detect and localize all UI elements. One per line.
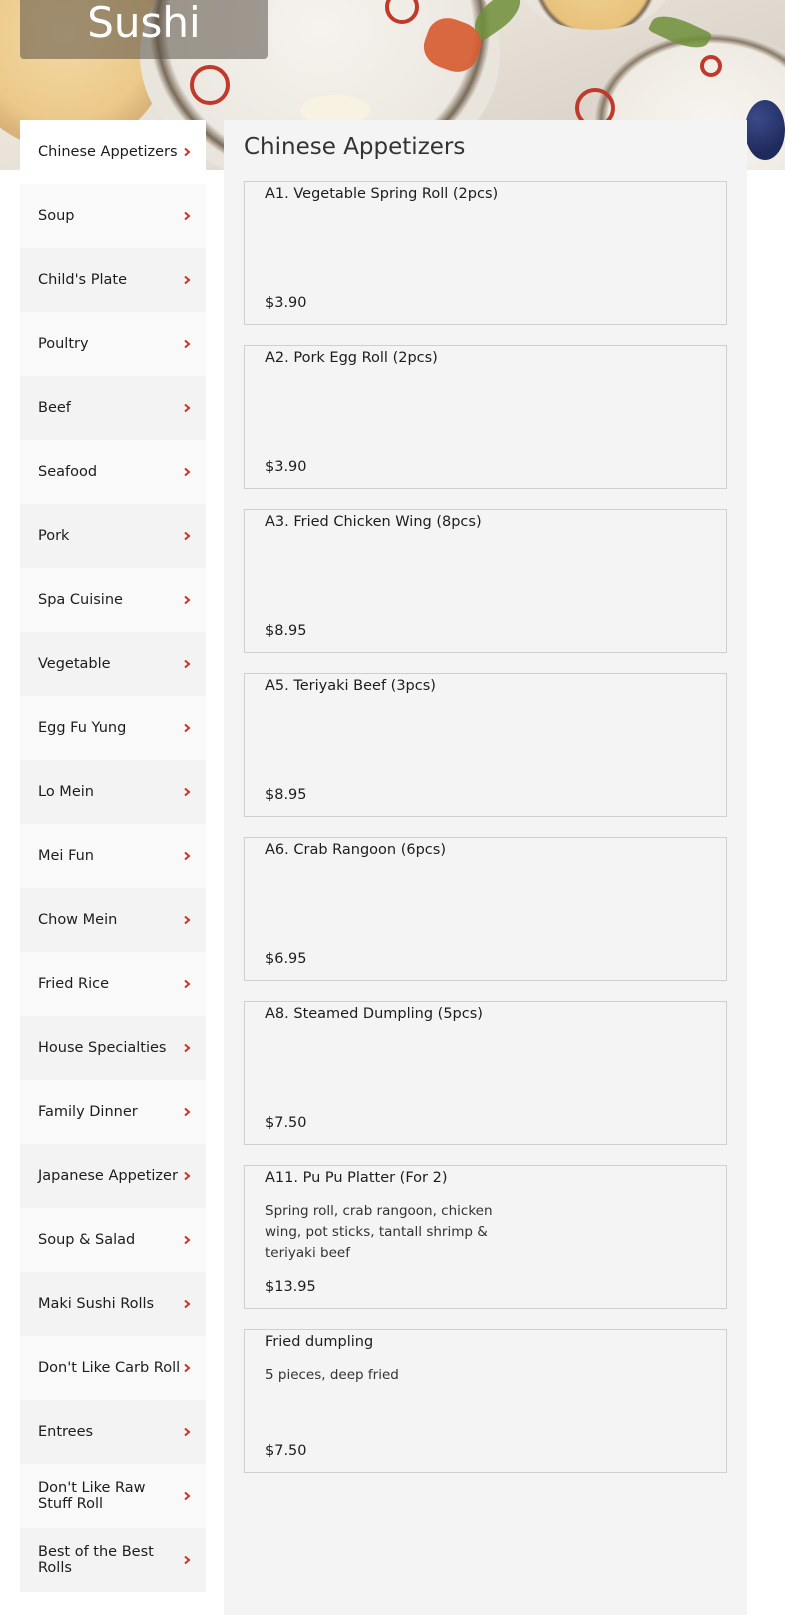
chevron-right-icon	[182, 1235, 192, 1245]
chevron-right-icon	[182, 1171, 192, 1181]
menu-item-card[interactable]	[244, 837, 727, 981]
sidebar-item-child-s-plate[interactable]	[20, 248, 206, 312]
menu-item-card[interactable]	[244, 1329, 727, 1473]
sidebar-item-don-t-like-carb-roll[interactable]	[20, 1336, 206, 1400]
chevron-right-icon	[182, 915, 192, 925]
menu-item-card[interactable]	[244, 509, 727, 653]
radish-slice-image	[700, 55, 722, 77]
sidebar-item-label: Family Dinner	[38, 1104, 138, 1120]
sidebar-item-label: Don't Like Carb Roll	[38, 1360, 181, 1376]
sidebar-item-label: Poultry	[38, 336, 89, 352]
category-sidebar	[20, 120, 206, 1592]
sidebar-item-beef[interactable]	[20, 376, 206, 440]
chevron-right-icon	[182, 403, 192, 413]
menu-item-price: $3.90	[265, 295, 307, 311]
sidebar-item-japanese-appetizer[interactable]	[20, 1144, 206, 1208]
menu-item-name: A11. Pu Pu Platter (For 2)	[265, 1170, 448, 1186]
chevron-right-icon	[182, 787, 192, 797]
sidebar-item-label: Soup	[38, 208, 75, 224]
chevron-right-icon	[182, 1107, 192, 1117]
sidebar-item-label: Pork	[38, 528, 70, 544]
sidebar-item-pork[interactable]	[20, 504, 206, 568]
sidebar-item-egg-fu-yung[interactable]	[20, 696, 206, 760]
sidebar-item-house-specialties[interactable]	[20, 1016, 206, 1080]
blueberries-image	[745, 100, 785, 160]
page-title: Sushi	[87, 0, 201, 47]
menu-item-card[interactable]	[244, 1001, 727, 1145]
menu-item-price: $13.95	[265, 1279, 316, 1295]
menu-item-name: A5. Teriyaki Beef (3pcs)	[265, 678, 436, 694]
menu-item-name: Fried dumpling	[265, 1334, 374, 1350]
chevron-right-icon	[182, 659, 192, 669]
menu-item-description: 5 pieces, deep fried	[265, 1367, 399, 1383]
menu-item-name: A1. Vegetable Spring Roll (2pcs)	[265, 186, 499, 202]
sidebar-item-label: Don't Like Raw Stuff Roll	[38, 1480, 146, 1512]
menu-item-price: $3.90	[265, 459, 307, 475]
sidebar-item-label: Beef	[38, 400, 71, 416]
sidebar-item-family-dinner[interactable]	[20, 1080, 206, 1144]
sidebar-item-entrees[interactable]	[20, 1400, 206, 1464]
menu-item-card[interactable]	[244, 1165, 727, 1309]
sidebar-item-label: Child's Plate	[38, 272, 127, 288]
radish-slice-image	[190, 65, 230, 105]
menu-item-description: Spring roll, crab rangoon, chicken wing, pot sticks, tantall shrimp & teriyaki beef	[265, 1203, 493, 1261]
sidebar-item-label: Lo Mein	[38, 784, 94, 800]
menu-item-name: A8. Steamed Dumpling (5pcs)	[265, 1006, 483, 1022]
chevron-right-icon	[182, 1491, 192, 1501]
sidebar-item-chow-mein[interactable]	[20, 888, 206, 952]
sidebar-item-spa-cuisine[interactable]	[20, 568, 206, 632]
chevron-right-icon	[182, 1555, 192, 1565]
sidebar-item-vegetable[interactable]	[20, 632, 206, 696]
chevron-right-icon	[182, 211, 192, 221]
chevron-right-icon	[182, 1043, 192, 1053]
sidebar-item-label: Entrees	[38, 1424, 94, 1440]
menu-item-name: A6. Crab Rangoon (6pcs)	[265, 842, 446, 858]
title-box	[20, 0, 268, 59]
chevron-right-icon	[182, 147, 192, 157]
sidebar-item-label: Vegetable	[38, 656, 111, 672]
menu-item-price: $7.50	[265, 1115, 307, 1131]
chevron-right-icon	[182, 1363, 192, 1373]
chevron-right-icon	[182, 531, 192, 541]
menu-item-price: $7.50	[265, 1443, 307, 1459]
sidebar-item-chinese-appetizers[interactable]	[20, 120, 206, 184]
sidebar-item-lo-mein[interactable]	[20, 760, 206, 824]
menu-panel	[224, 120, 747, 1615]
menu-item-card[interactable]	[244, 181, 727, 325]
chevron-right-icon	[182, 723, 192, 733]
chevron-right-icon	[182, 851, 192, 861]
menu-item-card[interactable]	[244, 345, 727, 489]
sidebar-item-fried-rice[interactable]	[20, 952, 206, 1016]
sidebar-item-label: Japanese Appetizer	[38, 1168, 178, 1184]
section-title: Chinese Appetizers	[244, 134, 466, 160]
menu-item-name: A2. Pork Egg Roll (2pcs)	[265, 350, 438, 366]
sidebar-item-poultry[interactable]	[20, 312, 206, 376]
sidebar-item-label: Mei Fun	[38, 848, 94, 864]
chevron-right-icon	[182, 339, 192, 349]
sidebar-item-label: Maki Sushi Rolls	[38, 1296, 155, 1312]
sidebar-item-label: House Specialties	[38, 1040, 167, 1056]
sidebar-item-label: Soup & Salad	[38, 1232, 136, 1248]
chevron-right-icon	[182, 1299, 192, 1309]
sidebar-item-label: Fried Rice	[38, 976, 110, 992]
menu-item-price: $8.95	[265, 623, 307, 639]
sidebar-item-maki-sushi-rolls[interactable]	[20, 1272, 206, 1336]
chevron-right-icon	[182, 1427, 192, 1437]
sidebar-item-mei-fun[interactable]	[20, 824, 206, 888]
sidebar-item-best-of-the-best-rolls[interactable]	[20, 1528, 206, 1592]
sidebar-item-label: Spa Cuisine	[38, 592, 123, 608]
chevron-right-icon	[182, 275, 192, 285]
menu-item-list	[244, 181, 727, 1493]
sidebar-item-label: Best of the Best Rolls	[38, 1544, 154, 1576]
menu-item-price: $8.95	[265, 787, 307, 803]
chevron-right-icon	[182, 467, 192, 477]
chevron-right-icon	[182, 979, 192, 989]
sauce-bowl-image	[520, 0, 670, 30]
sidebar-item-don-t-like-raw-stuff-roll[interactable]	[20, 1464, 206, 1528]
sidebar-item-label: Chinese Appetizers	[38, 144, 178, 160]
sidebar-item-label: Egg Fu Yung	[38, 720, 127, 736]
sidebar-item-label: Seafood	[38, 464, 98, 480]
chevron-right-icon	[182, 595, 192, 605]
sidebar-item-label: Chow Mein	[38, 912, 118, 928]
menu-item-price: $6.95	[265, 951, 307, 967]
sidebar-item-seafood[interactable]	[20, 440, 206, 504]
sidebar-item-soup-salad[interactable]	[20, 1208, 206, 1272]
menu-item-card[interactable]	[244, 673, 727, 817]
menu-item-name: A3. Fried Chicken Wing (8pcs)	[265, 514, 482, 530]
sidebar-item-soup[interactable]	[20, 184, 206, 248]
